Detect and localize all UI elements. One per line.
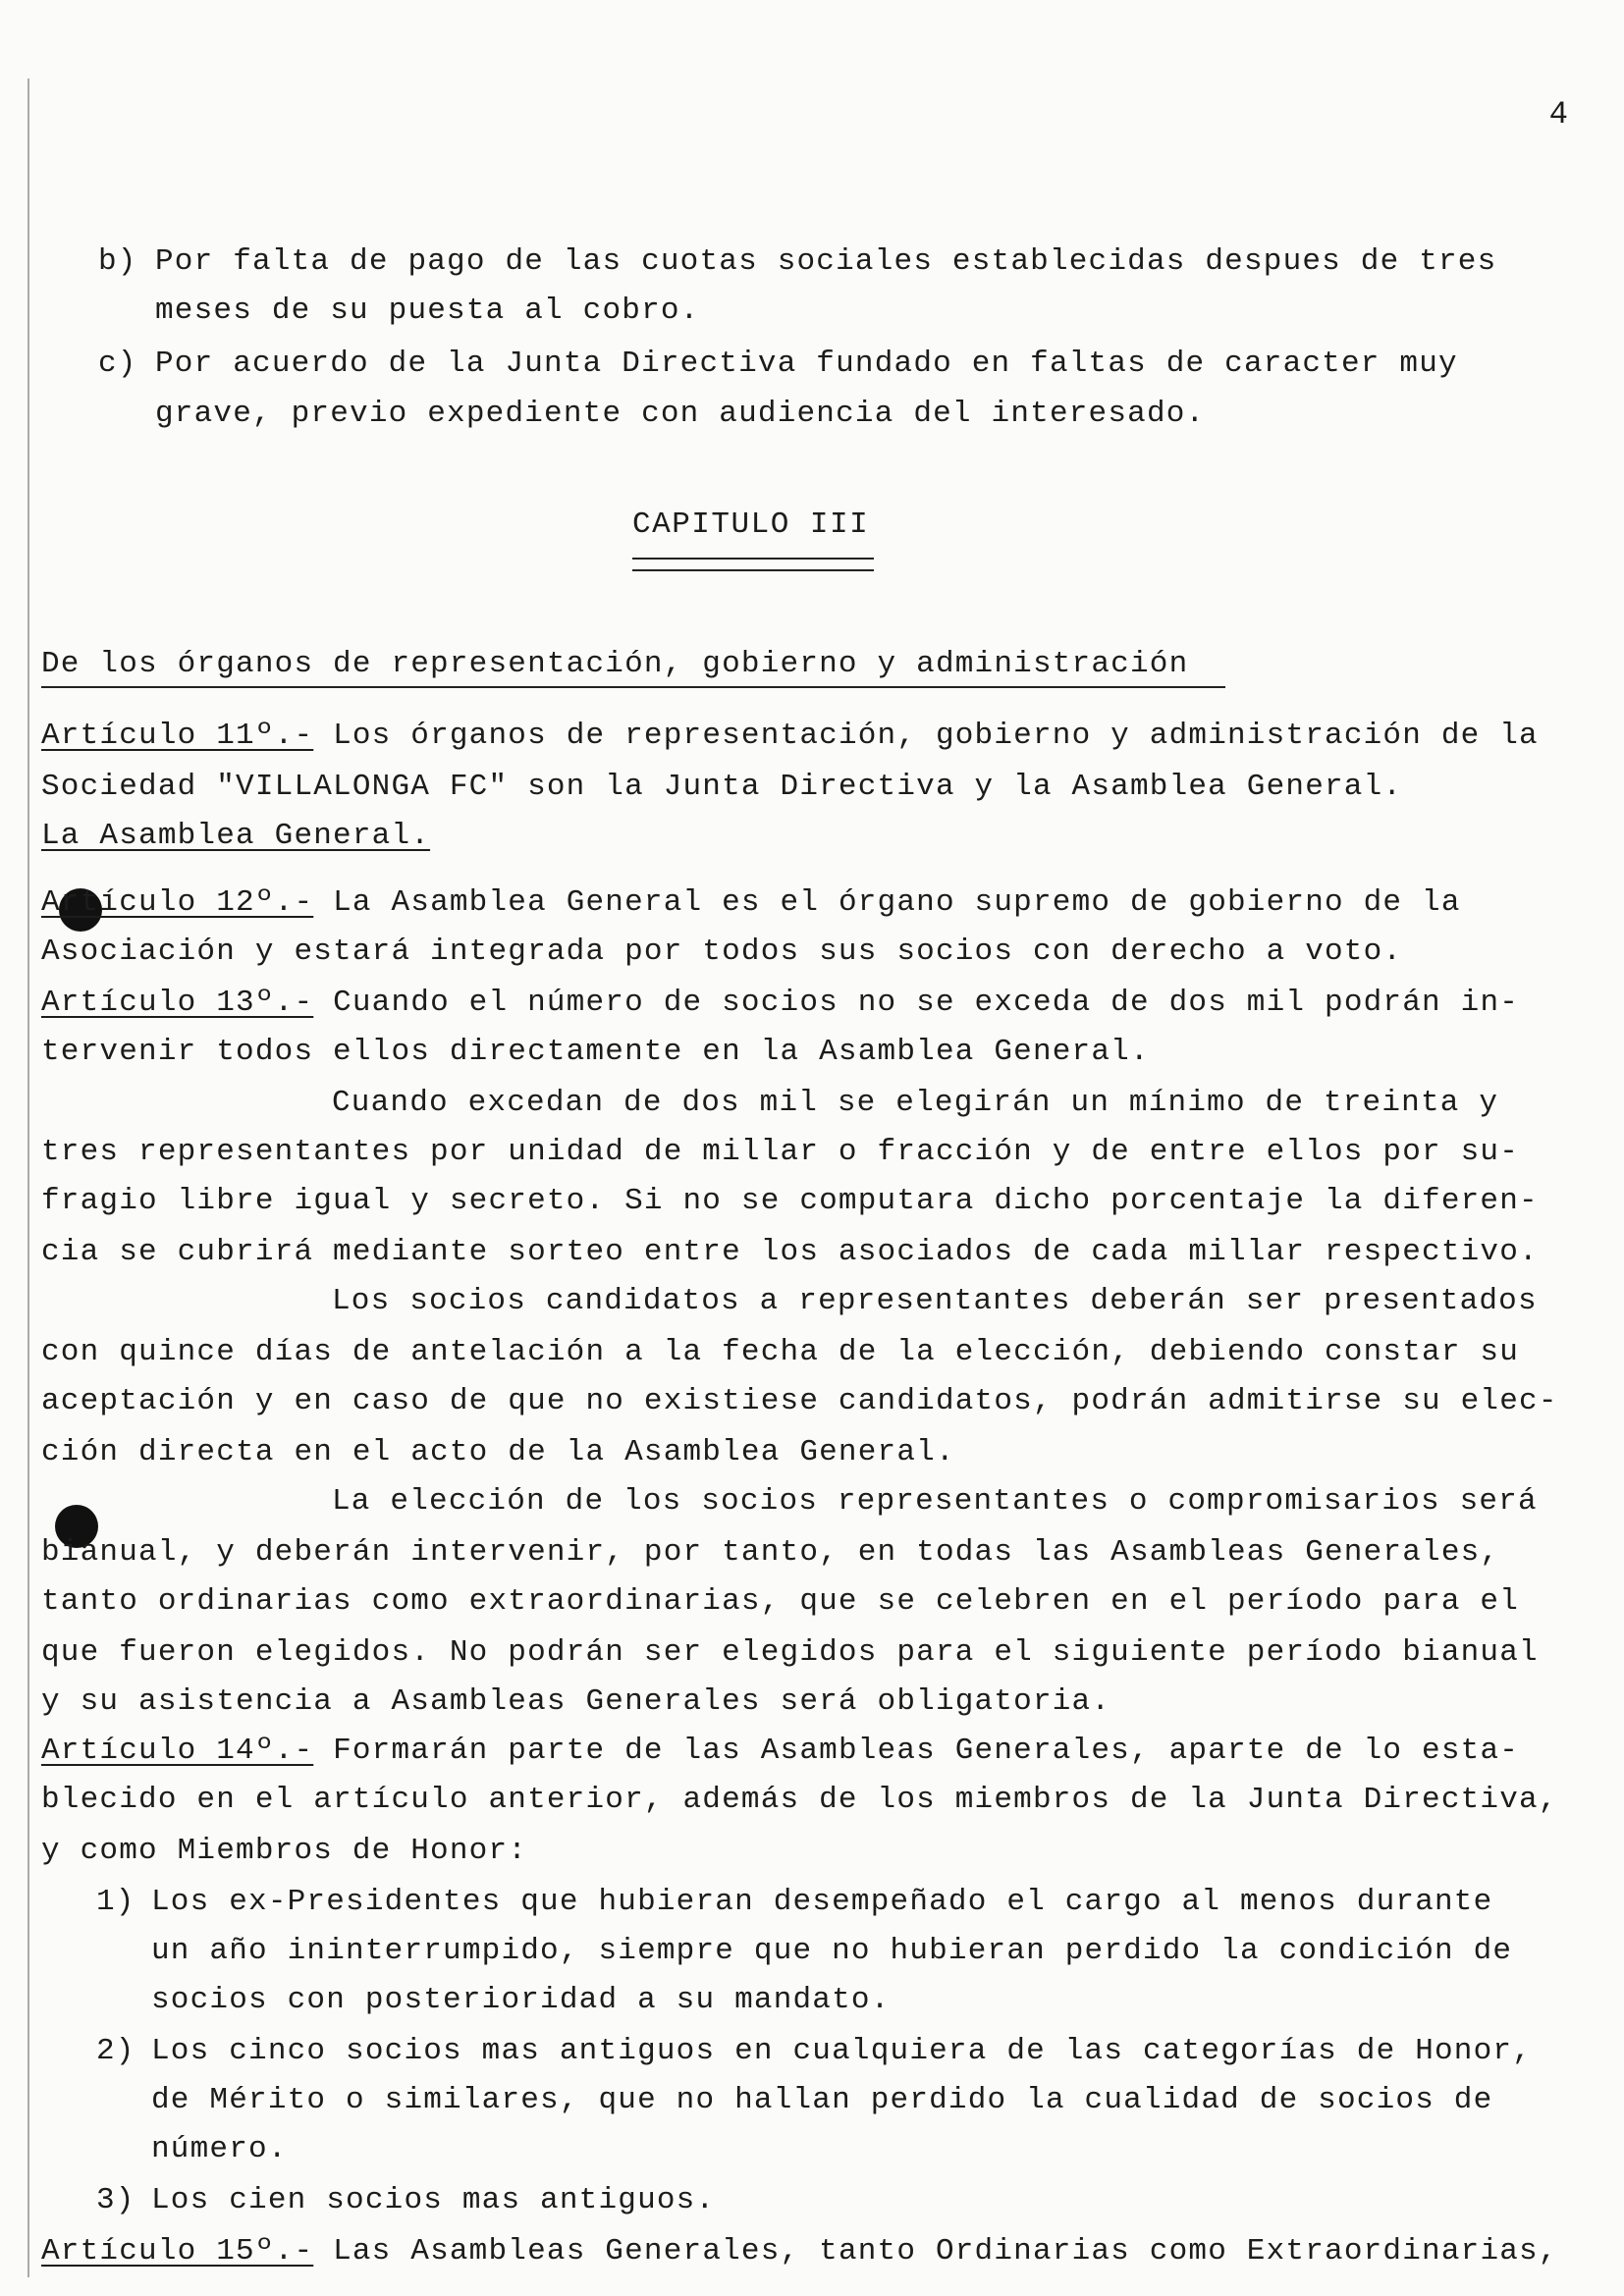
- list-marker: c): [98, 347, 137, 381]
- list-text: meses de su puesta al cobro.: [155, 294, 700, 328]
- list-marker: b): [98, 244, 137, 279]
- article-text: Cuando el número de socios no se exceda de dos mil podrán in-: [333, 986, 1520, 1020]
- article-label: Artículo 13º.-: [41, 986, 314, 1020]
- article-text: Formarán parte de las Asambleas Generales, aparte de lo esta-: [333, 1734, 1520, 1768]
- list-marker: 2): [96, 2034, 135, 2068]
- article-text: Sociedad "VILLALONGA FC" son la Junta Directiva y la Asamblea General.: [41, 770, 1403, 804]
- list-marker: 3): [96, 2183, 135, 2217]
- article-text: aceptación y en caso de que no existiese candidatos, podrán admitirse su elec-: [41, 1384, 1558, 1418]
- list-text: socios con posterioridad a su mandato.: [151, 1983, 891, 2017]
- list-marker: 1): [96, 1885, 135, 1919]
- article-text: Cuando excedan de dos mil se elegirán un mínimo de treinta y: [332, 1086, 1499, 1120]
- list-text: grave, previo expediente con audiencia del interesado.: [155, 397, 1206, 431]
- article-text: y su asistencia a Asambleas Generales será obligatoria.: [41, 1684, 1111, 1719]
- article-text: cia se cubrirá mediante sorteo entre los asociados de cada millar respectivo.: [41, 1235, 1539, 1269]
- article-text: blecido en el artículo anterior, además de los miembros de la Junta Directiva,: [41, 1783, 1558, 1817]
- list-text: un año ininterrumpido, siempre que no hubieran perdido la condición de: [151, 1934, 1513, 1968]
- article-text: La Asamblea General es el órgano supremo de gobierno de la: [333, 885, 1461, 920]
- article-text: tervenir todos ellos directamente en la Asamblea General.: [41, 1035, 1150, 1069]
- list-text: Los cinco socios mas antiguos en cualquiera de las categorías de Honor,: [151, 2034, 1533, 2068]
- list-text: Los ex-Presidentes que hubieran desempeñado el cargo al menos durante: [151, 1885, 1493, 1919]
- article-text: tanto ordinarias como extraordinarias, que se celebren en el período para el: [41, 1584, 1520, 1619]
- article-text: Los socios candidatos a representantes deberán ser presentados: [332, 1284, 1538, 1318]
- article-label: Artículo 12º.-: [41, 885, 314, 920]
- chapter-title: CAPITULO III: [632, 507, 870, 542]
- list-text: Por acuerdo de la Junta Directiva fundado en faltas de caracter muy: [155, 347, 1458, 381]
- article-text: con quince días de antelación a la fecha de la elección, debiendo constar su: [41, 1335, 1520, 1369]
- article-text: Los órganos de representación, gobierno y administración de la: [333, 719, 1539, 753]
- article-label: Artículo 15º.-: [41, 2234, 314, 2269]
- article-text: Las Asambleas Generales, tanto Ordinarias como Extraordinarias,: [333, 2234, 1558, 2269]
- list-text: Los cien socios mas antiguos.: [151, 2183, 716, 2217]
- section-heading: De los órganos de representación, gobierno y administración: [41, 647, 1189, 681]
- list-text: Por falta de pago de las cuotas sociales establecidas despues de tres: [155, 244, 1497, 279]
- article-text: que fueron elegidos. No podrán ser elegidos para el siguiente período bianual: [41, 1635, 1539, 1670]
- article-label: Artículo 11º.-: [41, 719, 314, 753]
- article-label: Artículo 14º.-: [41, 1734, 314, 1768]
- article-text: La elección de los socios representantes o compromisarios será: [332, 1484, 1538, 1519]
- section-heading-underline: [41, 686, 1225, 688]
- chapter-title-underline: [632, 558, 874, 571]
- list-text: de Mérito o similares, que no hallan perdido la cualidad de socios de: [151, 2083, 1493, 2117]
- article-text: tres representantes por unidad de millar o fracción y de entre ellos por su-: [41, 1135, 1520, 1169]
- subheading: La Asamblea General.: [41, 819, 431, 853]
- article-text: fragio libre igual y secreto. Si no se computara dicho porcentaje la diferen-: [41, 1184, 1539, 1218]
- article-text: Asociación y estará integrada por todos sus socios con derecho a voto.: [41, 934, 1403, 969]
- article-text: bianual, y deberán intervenir, por tanto, en todas las Asambleas Generales,: [41, 1535, 1500, 1570]
- page-number: 4: [1548, 96, 1569, 133]
- list-text: número.: [151, 2132, 288, 2166]
- article-text: ción directa en el acto de la Asamblea General.: [41, 1435, 955, 1469]
- left-margin-rule: [27, 79, 29, 2277]
- article-text: y como Miembros de Honor:: [41, 1834, 528, 1868]
